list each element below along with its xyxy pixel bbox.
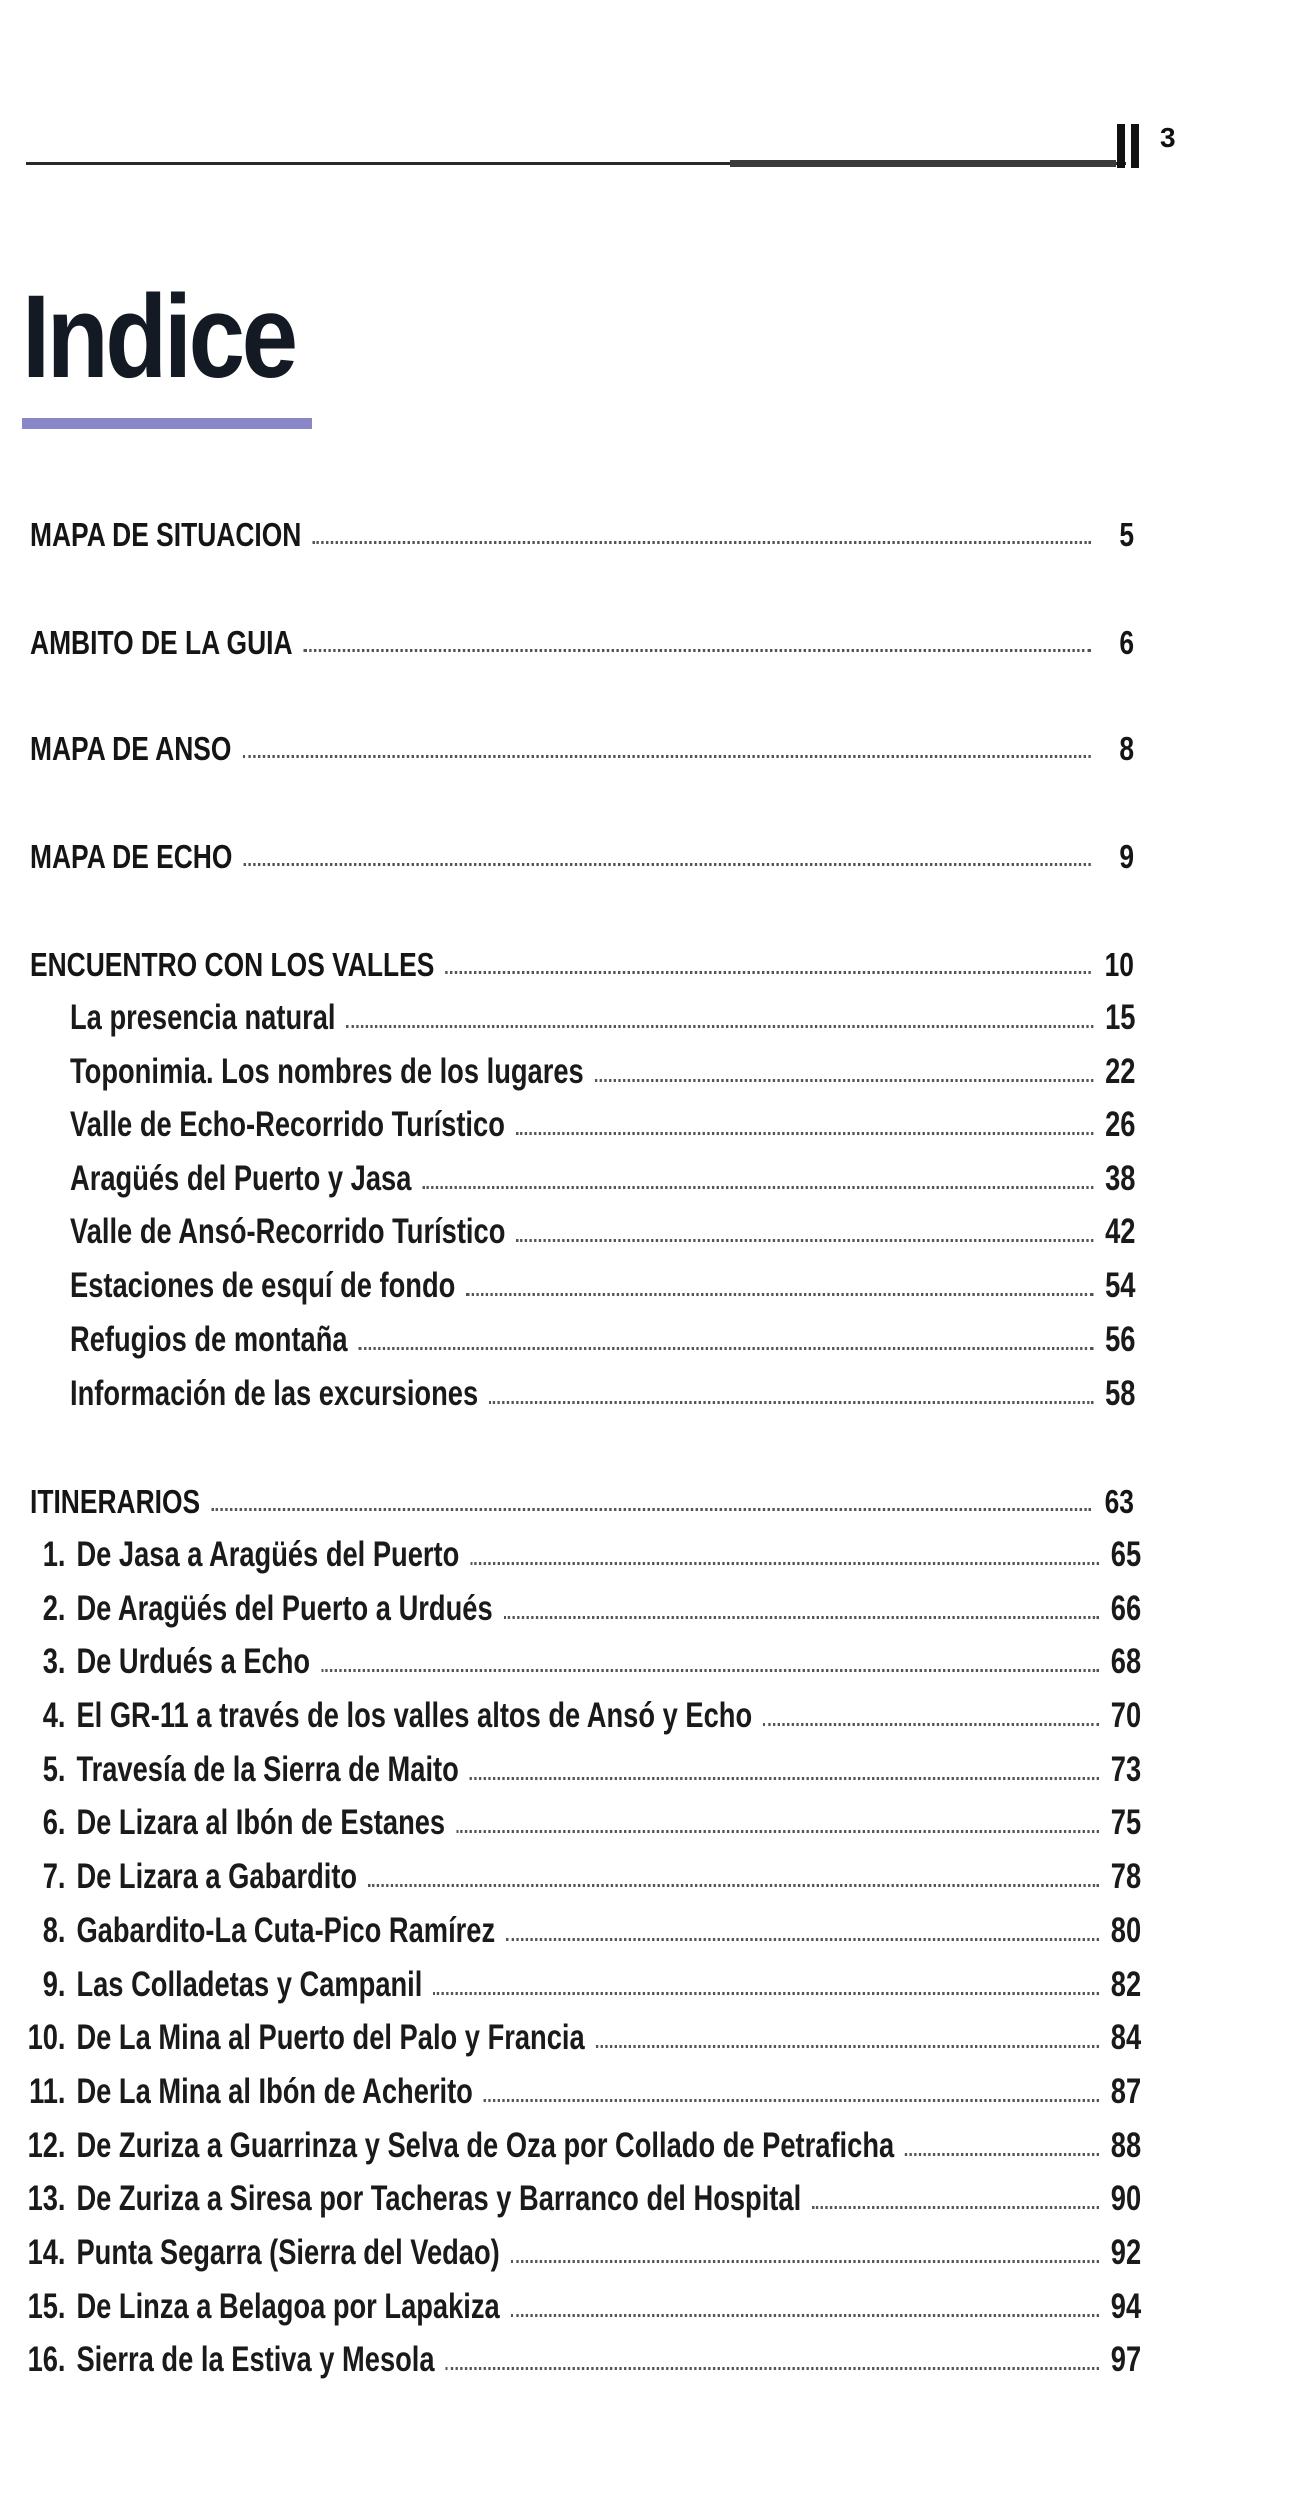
dot-leader [211,1508,1090,1511]
toc-entry-label: Travesía de la Sierra de Maito [76,1750,459,1789]
toc-itinerary-row[interactable] [0,2281,1307,2331]
dot-leader [516,1132,1094,1135]
toc-entry-label: ITINERARIOS [30,1483,201,1520]
toc-section-row[interactable] [0,508,1307,558]
toc-entry-label: Punta Segarra (Sierra del Vedao) [76,2233,500,2272]
dot-leader [321,1669,1099,1672]
itinerary-number: 8. [42,1911,66,1950]
dot-leader [368,1884,1099,1887]
toc-page-number: 92 [1110,2233,1142,2272]
header-bar-mark [1131,124,1139,168]
toc-page-number: 10 [1104,946,1134,983]
toc-entry-label: De Aragüés del Puerto a Urdués [76,1589,493,1628]
dot-leader [516,1239,1093,1242]
toc-page-number: 73 [1110,1750,1142,1789]
dot-leader [313,541,1091,544]
toc-entry-label: Refugios de montaña [70,1320,348,1359]
toc-page-number: 63 [1104,1483,1134,1520]
dot-leader [346,1025,1093,1028]
toc-subentry-row[interactable] [0,1206,1307,1256]
title-underline [22,418,312,429]
toc-entry-label: De La Mina al Ibón de Acherito [76,2072,473,2111]
dot-leader [511,2314,1099,2317]
toc-itinerary-row[interactable] [0,1690,1307,1740]
toc-section-row[interactable] [0,1475,1307,1525]
dot-leader [422,1186,1093,1189]
toc-page-number: 9 [1119,838,1134,875]
toc-page-number: 88 [1110,2126,1142,2165]
itinerary-number: 10. [27,2018,66,2057]
toc-page-number: 78 [1110,1857,1142,1896]
toc-itinerary-row[interactable] [0,2173,1307,2223]
toc-entry-label: MAPA DE SITUACION [30,516,302,553]
dot-leader [446,971,1091,974]
toc-subentry-row[interactable] [0,1046,1307,1096]
toc-page-number: 26 [1105,1105,1136,1144]
toc-entry-label: Estaciones de esquí de fondo [70,1266,456,1305]
dot-leader [484,2099,1099,2102]
toc-itinerary-row[interactable] [0,1797,1307,1847]
itinerary-number: 1. [42,1535,66,1574]
dot-leader [243,755,1091,758]
dot-leader [466,1293,1093,1296]
dot-leader [433,1992,1099,1995]
toc-page-number: 97 [1110,2340,1142,2379]
toc-page-number: 80 [1110,1911,1142,1950]
toc-page-number: 75 [1110,1803,1142,1842]
toc-section-row[interactable] [0,938,1307,988]
toc-itinerary-row[interactable] [0,2334,1307,2384]
toc-itinerary-row[interactable] [0,1583,1307,1633]
dot-leader [470,1777,1099,1780]
toc-page-number: 90 [1110,2179,1142,2218]
toc-entry-label: Gabardito-La Cuta-Pico Ramírez [76,1911,496,1950]
dot-leader [470,1562,1099,1565]
itinerary-number: 14. [27,2233,66,2272]
itinerary-number: 13. [27,2179,66,2218]
toc-page-number: 58 [1105,1374,1136,1413]
itinerary-number: 11. [29,2072,66,2111]
toc-entry-label: De Zuriza a Siresa por Tacheras y Barranco del Hospital [76,2179,802,2218]
dot-leader [506,1938,1099,1941]
itinerary-number: 12. [27,2126,66,2165]
toc-entry-label: MAPA DE ECHO [30,838,233,875]
header-bar-mark [1117,124,1125,168]
page-number: 3 [1160,122,1176,153]
toc-entry-label: De Zuriza a Guarrinza y Selva de Oza por Collado de Petraficha [76,2126,895,2165]
toc-entry-label: La presencia natural [70,998,336,1037]
itinerary-number: 9. [42,1965,66,2004]
toc-entry-label: De Lizara al Ibón de Estanes [76,1803,446,1842]
itinerary-number: 15. [27,2287,66,2326]
toc-entry-label: ENCUENTRO CON LOS VALLES [30,946,435,983]
toc-entry-label: Aragüés del Puerto y Jasa [70,1159,412,1198]
header-rule-thick [730,160,1116,167]
toc-itinerary-row[interactable] [0,1529,1307,1579]
toc-entry-label: AMBITO DE LA GUIA [30,624,293,661]
dot-leader [504,1616,1099,1619]
dot-leader [596,2045,1099,2048]
toc-page-number: 6 [1119,624,1134,661]
toc-page-number: 15 [1105,998,1136,1037]
toc-page-number: 56 [1105,1320,1136,1359]
toc-page-number: 82 [1110,1965,1142,2004]
toc-page-number: 84 [1110,2018,1142,2057]
toc-page-number: 8 [1119,730,1134,767]
dot-leader [456,1830,1099,1833]
toc-entry-label: Valle de Echo-Recorrido Turístico [70,1105,505,1144]
toc-entry-label: Sierra de la Estiva y Mesola [76,2340,435,2379]
toc-itinerary-row[interactable] [0,2227,1307,2277]
toc-page-number: 94 [1110,2287,1142,2326]
toc-subentry-row[interactable] [0,1260,1307,1310]
toc-subentry-row[interactable] [0,1368,1307,1418]
toc-subentry-row[interactable] [0,1153,1307,1203]
toc-itinerary-row[interactable] [0,2120,1307,2170]
dot-leader [595,1079,1094,1082]
toc-itinerary-row[interactable] [0,2012,1307,2062]
dot-leader [905,2153,1099,2156]
toc-entry-label: De Lizara a Gabardito [76,1857,358,1896]
toc-page-number: 70 [1110,1696,1142,1735]
page-title: Indice [22,271,295,403]
toc-section-row[interactable] [0,616,1307,666]
toc-itinerary-row[interactable] [0,1744,1307,1794]
dot-leader [244,863,1091,866]
itinerary-number: 5. [42,1750,66,1789]
toc-itinerary-row[interactable] [0,1905,1307,1955]
toc-entry-label: Información de las excursiones [70,1374,479,1413]
itinerary-number: 6. [42,1803,66,1842]
dot-leader [812,2206,1099,2209]
toc-page-number: 54 [1105,1266,1136,1305]
toc-page-number: 68 [1110,1642,1142,1681]
toc-itinerary-row[interactable] [0,1851,1307,1901]
toc-entry-label: De Urdués a Echo [76,1642,311,1681]
toc-entry-label: De Jasa a Aragüés del Puerto [76,1535,460,1574]
dot-leader [489,1401,1093,1404]
toc-page-number: 65 [1110,1535,1142,1574]
dot-leader [359,1347,1094,1350]
toc-page-number: 66 [1110,1589,1142,1628]
toc-entry-label: MAPA DE ANSO [30,730,232,767]
itinerary-number: 3. [42,1642,66,1681]
toc-page-number: 42 [1105,1212,1136,1251]
toc-section-row[interactable] [0,830,1307,880]
toc-page-number: 87 [1110,2072,1142,2111]
toc-subentry-row[interactable] [0,992,1307,1042]
dot-leader [445,2367,1099,2370]
dot-leader [304,649,1091,652]
toc-page-number: 5 [1119,516,1134,553]
itinerary-number: 7. [42,1857,66,1896]
itinerary-number: 4. [42,1696,66,1735]
dot-leader [511,2260,1099,2263]
toc-page-number: 38 [1105,1159,1136,1198]
toc-entry-label: De Linza a Belagoa por Lapakiza [76,2287,500,2326]
toc-entry-label: Toponimia. Los nombres de los lugares [70,1052,584,1091]
toc-entry-label: De La Mina al Puerto del Palo y Francia [76,2018,585,2057]
itinerary-number: 2. [42,1589,66,1628]
toc-entry-label: El GR-11 a través de los valles altos de Ansó y Echo [76,1696,753,1735]
toc-itinerary-row[interactable] [0,2066,1307,2116]
toc-subentry-row[interactable] [0,1099,1307,1149]
toc-section-row[interactable] [0,722,1307,772]
toc-itinerary-row[interactable] [0,1959,1307,2009]
toc-entry-label: Las Colladetas y Campanil [76,1965,423,2004]
toc-page-number: 22 [1105,1052,1136,1091]
itinerary-number: 16. [27,2340,66,2379]
toc-entry-label: Valle de Ansó-Recorrido Turístico [70,1212,506,1251]
dot-leader [763,1723,1099,1726]
toc-itinerary-row[interactable] [0,1636,1307,1686]
toc-subentry-row[interactable] [0,1314,1307,1364]
